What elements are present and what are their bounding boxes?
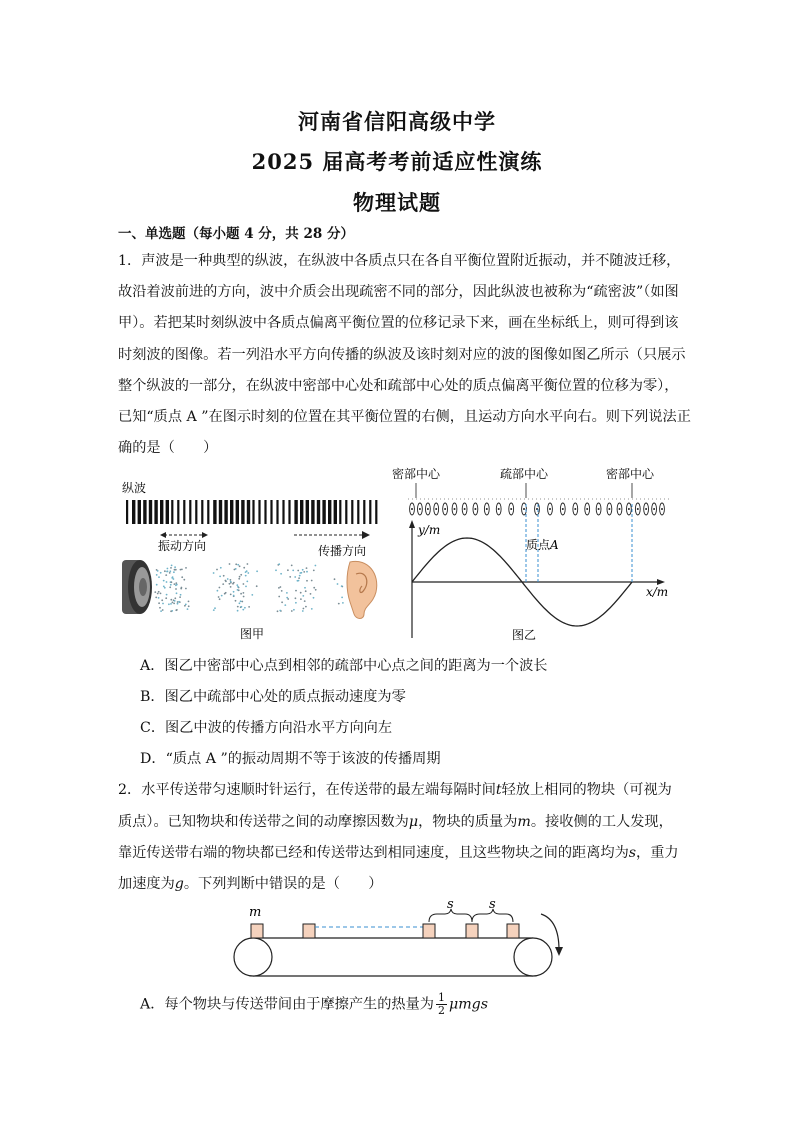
particle xyxy=(170,567,172,569)
particle xyxy=(313,587,315,589)
longitudinal-wave-pattern xyxy=(126,500,377,524)
particle xyxy=(223,575,225,577)
wave-stripe xyxy=(311,500,314,524)
particle xyxy=(230,581,232,583)
particle xyxy=(221,595,223,597)
particle xyxy=(157,570,159,572)
caption-jia: 图甲 xyxy=(240,627,265,641)
particle-dot xyxy=(562,508,564,510)
particle-dot xyxy=(427,508,429,510)
q1-option-a[interactable]: A．图乙中密部中心点到相邻的疏部中心点之间的距离为一个波长 xyxy=(140,658,548,674)
particle xyxy=(213,609,215,611)
particle xyxy=(280,573,282,575)
particle xyxy=(233,591,235,593)
wave-stripe xyxy=(306,500,309,524)
q2-line-2: 质点）。已知物块和传送带之间的动摩擦因数为μ，物块的质量为m。接收侧的工人发现， xyxy=(118,814,673,830)
particle xyxy=(219,587,221,589)
wave-stripe xyxy=(236,500,239,524)
caption-yi: 图乙 xyxy=(512,628,537,642)
particle-dot xyxy=(510,508,512,510)
particle xyxy=(214,607,216,609)
q1-line-4: 时刻波的图像。若一列沿水平方向传播的纵波及该时刻对应的波的图像如图乙所示（只展示 xyxy=(118,347,686,363)
particle xyxy=(173,571,175,573)
particle xyxy=(302,610,304,612)
particle xyxy=(158,602,160,604)
block-4 xyxy=(466,924,478,938)
particle xyxy=(297,580,299,582)
wave-stripe xyxy=(207,500,209,524)
q2-option-a[interactable]: A．每个物块与传送带间由于摩擦产生的热量为 $\frac{1}{2}$ μmgs xyxy=(140,991,489,1017)
particle xyxy=(174,600,176,602)
particle xyxy=(279,610,281,612)
vibration-arrow xyxy=(160,532,208,538)
particle xyxy=(175,582,177,584)
particle xyxy=(298,577,300,579)
particle xyxy=(230,586,232,588)
q2-line-4: 加速度为g。下列判断中错误的是（ ） xyxy=(118,876,383,892)
particle xyxy=(181,576,183,578)
particle xyxy=(188,601,190,603)
wave-stripe xyxy=(171,500,173,524)
wave-stripe xyxy=(132,500,135,524)
particle xyxy=(291,565,293,567)
y-axis-label: y/m xyxy=(418,523,441,537)
particle xyxy=(175,609,177,611)
particle xyxy=(245,586,247,588)
particle-dot xyxy=(498,508,500,510)
particle xyxy=(237,564,239,566)
particle xyxy=(177,603,179,605)
q1-option-d[interactable]: D．“质点 A ”的振动周期不等于该波的传播周期 xyxy=(140,751,441,767)
particle xyxy=(172,602,174,604)
particle-dot xyxy=(628,508,630,510)
particle xyxy=(297,570,299,572)
wave-stripe xyxy=(300,500,303,524)
particle xyxy=(168,603,170,605)
brace-s-2 xyxy=(472,909,513,922)
propagation-arrow xyxy=(294,531,370,539)
particle xyxy=(247,572,249,574)
particle xyxy=(287,569,289,571)
wave-stripe xyxy=(264,500,266,524)
q1-line-5: 整个纵波的一部分，在纵波中密部中心处和疏部中心处的质点偏离平衡位置的位移为零）， xyxy=(118,378,679,394)
wave-stripe xyxy=(177,500,179,524)
particle xyxy=(164,587,166,589)
particle xyxy=(235,563,237,565)
x-axis-label: x/m xyxy=(646,585,669,599)
particle xyxy=(165,574,167,576)
wave-stripe xyxy=(357,500,359,524)
particle xyxy=(173,603,175,605)
wave-stripe xyxy=(219,500,222,524)
particle-dot xyxy=(454,508,456,510)
particle-dot xyxy=(435,508,437,510)
particle xyxy=(158,576,160,578)
particle-dot xyxy=(523,508,525,510)
particle xyxy=(337,583,339,585)
particle xyxy=(237,589,239,591)
label-m: m xyxy=(249,905,262,920)
particle-dot xyxy=(586,508,588,510)
particle xyxy=(183,579,185,581)
block-2 xyxy=(303,924,315,938)
particle xyxy=(240,574,242,576)
particle xyxy=(163,580,165,582)
q1-line-2: 故沿着波前进的方向，波中介质会出现疏密不同的部分，因此纵波也被称为“疏密波”（如图 xyxy=(118,284,679,300)
particle xyxy=(241,601,243,603)
wave-stripe xyxy=(126,500,128,524)
brace-s-1 xyxy=(429,909,472,922)
sound-wave-particles xyxy=(154,563,343,612)
particle xyxy=(169,570,171,572)
block-1 xyxy=(251,924,263,938)
particle xyxy=(313,597,315,599)
particle-dot xyxy=(598,508,600,510)
particle xyxy=(222,583,224,585)
particle xyxy=(300,592,302,594)
particle xyxy=(156,574,158,576)
particle xyxy=(219,598,221,600)
wave-stripe xyxy=(282,500,284,524)
particle-dot xyxy=(637,508,639,510)
wave-stripe xyxy=(294,500,297,524)
particle xyxy=(234,569,236,571)
wave-stripe xyxy=(230,500,233,524)
wave-stripe xyxy=(317,500,320,524)
particle xyxy=(233,595,235,597)
subject-title: 物理试题 xyxy=(353,190,441,215)
school-title: 河南省信阳高级中学 xyxy=(298,109,496,134)
particle xyxy=(313,570,315,572)
particle-dot xyxy=(549,508,551,510)
particle xyxy=(241,606,243,608)
particle-dot xyxy=(411,508,413,510)
particle xyxy=(292,570,294,572)
particle xyxy=(237,610,239,612)
particle xyxy=(165,597,167,599)
particle xyxy=(238,578,240,580)
particle xyxy=(170,584,172,586)
particle xyxy=(256,570,258,572)
particle xyxy=(159,607,161,609)
particle xyxy=(225,592,227,594)
particle xyxy=(174,583,176,585)
wave-stripe xyxy=(375,500,377,524)
particle xyxy=(278,596,280,598)
wave-stripe xyxy=(195,500,197,524)
wave-stripe xyxy=(247,500,250,524)
particle xyxy=(160,610,162,612)
particle xyxy=(243,592,245,594)
conveyor-belt xyxy=(234,938,552,976)
particle xyxy=(240,593,242,595)
particle xyxy=(158,591,160,593)
particle xyxy=(170,599,172,601)
particle xyxy=(233,582,235,584)
wave-stripe xyxy=(328,500,331,524)
q1-line-7: 确的是（ ） xyxy=(118,440,218,456)
particle xyxy=(180,569,182,571)
particle xyxy=(341,585,343,587)
wave-stripe xyxy=(345,500,347,524)
q2-line-1: 2．水平传送带匀速顺时针运行，在传送带的最左端每隔时间t轻放上相同的物块（可视为 xyxy=(118,782,672,798)
particle xyxy=(185,588,187,590)
q2-line-3: 靠近传送带右端的物块都已经和传送带达到相同速度，且这些物块之间的距离均为s，重力 xyxy=(118,845,679,861)
particle xyxy=(306,580,308,582)
particle xyxy=(237,606,239,608)
label-propagation: 传播方向 xyxy=(318,544,367,558)
label-s-1: s xyxy=(447,897,454,912)
wave-stripe xyxy=(154,500,157,524)
figure-conveyor xyxy=(225,897,577,982)
particle xyxy=(304,600,306,602)
particle xyxy=(237,586,239,588)
wave-stripe xyxy=(189,500,191,524)
particle xyxy=(239,602,241,604)
particle xyxy=(171,581,173,583)
q1-line-1: 1．声波是一种典型的纵波，在纵波中各质点只在各自平衡位置附近振动，并不随波迁移， xyxy=(118,253,681,269)
particle xyxy=(306,567,308,569)
particle-dot xyxy=(653,508,655,510)
particle xyxy=(281,590,283,592)
particle xyxy=(174,597,176,599)
particle xyxy=(300,598,302,600)
particle xyxy=(176,592,178,594)
speaker-icon xyxy=(122,560,152,614)
particle xyxy=(162,609,164,611)
block-3 xyxy=(423,924,435,938)
particle xyxy=(305,590,307,592)
particle xyxy=(166,571,168,573)
particle xyxy=(303,571,305,573)
particle xyxy=(166,581,168,583)
particle xyxy=(230,579,232,581)
particle xyxy=(219,576,221,578)
q1-option-b[interactable]: B．图乙中疏部中心处的质点振动速度为零 xyxy=(140,689,406,705)
q1-option-c[interactable]: C．图乙中波的传播方向沿水平方向向左 xyxy=(140,720,393,736)
point-a-label: 质点A xyxy=(526,538,559,552)
wave-stripe xyxy=(160,500,163,524)
particle xyxy=(155,597,157,599)
particle xyxy=(248,606,250,608)
particle xyxy=(225,580,227,582)
particle xyxy=(302,595,304,597)
particle xyxy=(235,600,237,602)
particle xyxy=(157,593,159,595)
particle xyxy=(178,601,180,603)
particle xyxy=(164,570,166,572)
particle-dot xyxy=(464,508,466,510)
particle xyxy=(243,567,245,569)
particle xyxy=(342,602,344,604)
exam-title: 2025 届高考考前适应性演练 xyxy=(251,149,543,174)
particle xyxy=(287,598,289,600)
wave-stripe xyxy=(138,500,141,524)
q1-line-3: 甲）。若把某时刻纵波中各质点偏离平衡位置的位移记录下来，画在坐标纸上，则可得到该 xyxy=(118,315,679,331)
particle xyxy=(289,576,291,578)
particle xyxy=(158,597,160,599)
particle xyxy=(180,594,182,596)
particle xyxy=(156,584,158,586)
particle xyxy=(243,596,245,598)
particle xyxy=(295,602,297,604)
wave-stripe xyxy=(270,500,272,524)
particle-dot xyxy=(661,508,663,510)
particle xyxy=(341,597,343,599)
particle xyxy=(185,567,187,569)
particle xyxy=(229,563,231,565)
particle xyxy=(244,607,246,609)
particle xyxy=(293,609,295,611)
particle xyxy=(311,608,313,610)
particle xyxy=(310,593,312,595)
particle xyxy=(229,583,231,585)
particle-dot xyxy=(474,508,476,510)
wave-stripe xyxy=(143,500,146,524)
wave-stripe xyxy=(183,500,185,524)
label-dense-right: 密部中心 xyxy=(606,467,655,481)
particle xyxy=(256,585,258,587)
label-longwave: 纵波 xyxy=(122,481,147,495)
section-heading: 一、单选题（每小题 4 分，共 28 分） xyxy=(118,226,354,242)
particle xyxy=(246,570,248,572)
particle xyxy=(277,610,279,612)
particle xyxy=(304,587,306,589)
particle xyxy=(301,572,303,574)
particle xyxy=(171,577,173,579)
particle xyxy=(230,594,232,596)
wave-stripe xyxy=(258,500,260,524)
particle xyxy=(174,566,176,568)
particle xyxy=(170,603,172,605)
label-sparse: 疏部中心 xyxy=(500,467,549,481)
wave-stripe xyxy=(213,500,216,524)
particle xyxy=(216,569,218,571)
particle xyxy=(213,572,215,574)
figure-jia xyxy=(118,478,383,643)
particle xyxy=(246,581,248,583)
wave-stripe xyxy=(166,500,169,524)
wave-stripe xyxy=(334,500,337,524)
particle xyxy=(169,572,171,574)
particle xyxy=(247,563,249,565)
particle xyxy=(160,572,162,574)
particle xyxy=(169,586,171,588)
particle xyxy=(245,575,247,577)
particle xyxy=(242,609,244,611)
particle xyxy=(278,563,280,565)
wave-stripe xyxy=(363,500,365,524)
particle xyxy=(334,578,336,580)
particle xyxy=(280,586,282,588)
particle xyxy=(240,600,242,602)
wave-stripe xyxy=(322,500,325,524)
particle xyxy=(295,597,297,599)
particle xyxy=(171,565,173,567)
label-s-2: s xyxy=(489,897,496,912)
particle xyxy=(236,584,238,586)
wave-stripe xyxy=(201,500,203,524)
particle xyxy=(175,569,177,571)
wave-stripe xyxy=(369,500,371,524)
particle xyxy=(338,603,340,605)
particle xyxy=(167,568,169,570)
particle xyxy=(227,578,229,580)
particle xyxy=(251,594,253,596)
particle xyxy=(220,567,222,569)
particle xyxy=(154,591,156,593)
wave-stripe xyxy=(149,500,152,524)
particle xyxy=(184,605,186,607)
particle-dot xyxy=(619,508,621,510)
particle xyxy=(294,576,296,578)
particle xyxy=(302,569,304,571)
particle-dot xyxy=(444,508,446,510)
particle xyxy=(299,575,301,577)
wave-stripe xyxy=(288,500,290,524)
particle xyxy=(286,592,288,594)
particle xyxy=(311,580,313,582)
ear-icon xyxy=(347,561,377,618)
particle xyxy=(275,569,277,571)
particle xyxy=(166,594,168,596)
wave-stripe xyxy=(252,500,254,524)
particle-row xyxy=(408,499,670,515)
wave-stripe xyxy=(224,500,227,524)
particle xyxy=(239,565,241,567)
particle xyxy=(160,593,162,595)
particle xyxy=(278,587,280,589)
particle xyxy=(295,590,297,592)
particle xyxy=(188,605,190,607)
particle xyxy=(161,599,163,601)
label-dense-left: 密部中心 xyxy=(392,467,441,481)
q1-line-6: 已知“质点 A ”在图示时刻的位置在其平衡位置的右侧，且运动方向水平向右。则下列说法正 xyxy=(118,409,691,425)
particle xyxy=(303,608,305,610)
particle xyxy=(162,603,164,605)
particle xyxy=(243,583,245,585)
particle xyxy=(217,590,219,592)
wave-stripe xyxy=(339,500,341,524)
figure-yi xyxy=(392,462,680,643)
particle xyxy=(181,587,183,589)
particle xyxy=(306,571,308,573)
particle xyxy=(175,588,177,590)
block-5 xyxy=(507,924,519,938)
wave-stripe xyxy=(241,500,244,524)
particle xyxy=(281,601,283,603)
particle xyxy=(218,596,220,598)
particle xyxy=(305,606,307,608)
particle xyxy=(170,610,172,612)
particle xyxy=(179,596,181,598)
particle-dot xyxy=(645,508,647,510)
particle xyxy=(291,610,293,612)
wave-stripe xyxy=(351,500,353,524)
particle-dot xyxy=(574,508,576,510)
wave-stripe xyxy=(276,500,278,524)
particle xyxy=(187,608,189,610)
particle xyxy=(239,576,241,578)
particle xyxy=(315,589,317,591)
particle xyxy=(315,565,317,567)
particle xyxy=(284,604,286,606)
particle-dot xyxy=(419,508,421,510)
particle-dot xyxy=(486,508,488,510)
label-vibration: 振动方向 xyxy=(158,539,207,553)
particle-dot xyxy=(608,508,610,510)
